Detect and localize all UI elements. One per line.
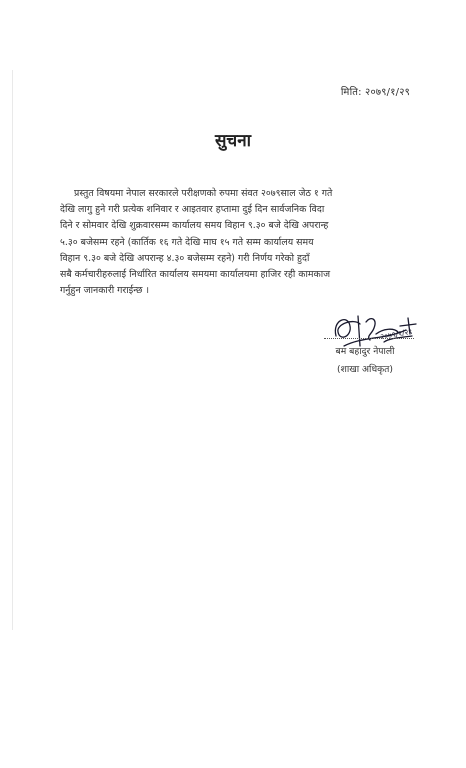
body-line: देखि लागु हुने गरी प्रत्येक शनिवार र आइतवार हप्तामा दुई दिन सार्वजनिक विदा: [60, 204, 325, 216]
signature-date-handwriting: २०७९/१/२९: [379, 326, 413, 342]
body-line: दिने र सोमवार देखि शुक्रवारसम्म कार्यालय समय विहान ९.३० बजे देखि अपरान्ह: [60, 220, 329, 232]
body-line: प्रस्तुत विषयमा नेपाल सरकारले परीक्षणको रुपमा संवत २०७९साल जेठ १ गते: [74, 188, 333, 199]
signer-name: बम बहादुर नेपाली: [335, 346, 395, 357]
notice-date: मिति: २०७९/१/२९: [340, 87, 410, 98]
signature-dotted-line: [324, 338, 414, 339]
body-line: सबै कर्मचारीहरुलाई निर्धारित कार्यालय समयमा कार्यालयमा हाजिर रही कामकाज: [60, 269, 331, 281]
body-line: ५.३० बजेसम्म रहने (कार्तिक १६ गते देखि माघ १५ गते सम्म कार्यालय समय: [60, 236, 314, 248]
signature-block: [300, 306, 430, 386]
signer-designation: (शाखा अधिकृत): [337, 364, 393, 375]
notice-title: सुचना: [214, 131, 252, 151]
notice-body: [60, 186, 410, 299]
scan-edge-line: [12, 70, 13, 630]
body-line: गर्नुहुन जानकारी गराईन्छ ।: [60, 285, 150, 297]
body-line: विहान ९.३० बजे देखि अपरान्ह ४.३० बजेसम्म रहने) गरी निर्णय गरेको हुदाँ: [60, 252, 310, 264]
